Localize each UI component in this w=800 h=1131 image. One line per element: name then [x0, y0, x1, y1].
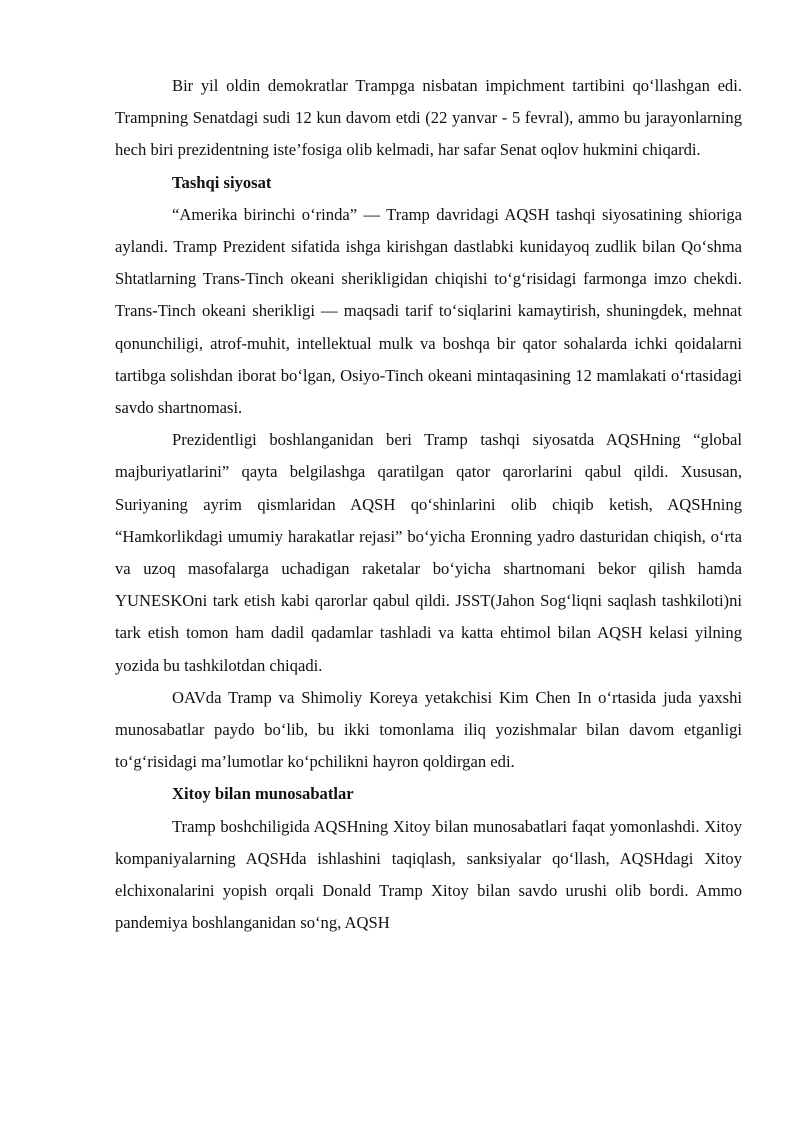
- paragraph-global-commitments: Prezidentligi boshlanganidan beri Tramp tashqi siyosatda AQSHning “global majburiyatlarini” qayta belgilashga qaratilgan qator qarorlarini qabul qildi. Xususan, Suriyaning ayrim qismlaridan AQSH qo‘shinlarini olib chiqib ketish, AQSHning “Hamkorlikdagi umumiy harakatlar rejasi” bo‘yicha Eronning yadro dasturidan chiqish, o‘rta va uzoq masofalarga uchadigan raketalar bo‘yicha shartnomani bekor qilish hamda YUNESKOni tark etish kabi qarorlar qabul qildi. JSST(Jahon Sog‘liqni saqlash tashkiloti)ni tark etish tomon ham dadil qadamlar tashladi va katta ehtimol bilan AQSH kelasi yilning yozida bu tashkilotdan chiqadi.: [115, 430, 742, 675]
- paragraph-north-korea: OAVda Tramp va Shimoliy Koreya yetakchisi Kim Chen In o‘rtasida juda yaxshi munosabatlar paydo bo‘lib, bu ikki tomonlama iliq yozishmalar bilan davom etganligi to‘g‘risidagi ma’lumotlar ko‘pchilikni hayron qoldirgan edi.: [115, 687, 742, 772]
- heading-china-relations: Xitoy bilan munosabatlar: [172, 784, 354, 804]
- heading-foreign-policy: Tashqi siyosat: [172, 172, 272, 192]
- paragraph-america-first: “Amerika birinchi o‘rinda” — Tramp davridagi AQSH tashqi siyosatining shioriga aylandi. Tramp Prezident sifatida ishga kirishgan dastlabki kunidayoq zudlik bilan Qo‘shma Shtatlarning Trans-Tinch okeani sherikligidan chiqishi to‘g‘risidagi farmonga imzo chekdi. Trans-Tinch okeani sherikligi — maqsadi tarif to‘siqlarini kamaytirish, shuningdek, mehnat qonunchiligi, atrof-muhit, intellektual mulk va boshqa bir qator sohalarda ichki qoidalarni tartibga solishdan iborat bo‘lgan, Osiyo-Tinch okeani mintaqasining 12 mamlakati o‘rtasidagi savdo shartnomasi.: [115, 204, 742, 418]
- paragraph-impeachment: Bir yil oldin demokratlar Trampga nisbatan impichment tartibini qo‘llashgan edi. Trampning Senatdagi sudi 12 kun davom etdi (22 yanvar - 5 fevral), ammo bu jarayonlarning hech biri prezidentning iste’fosiga olib kelmadi, har safar Senat oqlov hukmini chiqardi.: [115, 76, 742, 160]
- paragraph-china-trade-war: Tramp boshchiligida AQSHning Xitoy bilan munosabatlari faqat yomonlashdi. Xitoy kompaniyalarning AQSHda ishlashini taqiqlash, sanksiyalar qo‘llash, AQSHdagi Xitoy elchixonalarini yopish orqali Donald Tramp Xitoy bilan savdo urushi olib bordi. Ammo pandemiya boshlanganidan so‘ng, AQSH: [115, 816, 742, 933]
- document-page: [115, 70, 742, 939]
